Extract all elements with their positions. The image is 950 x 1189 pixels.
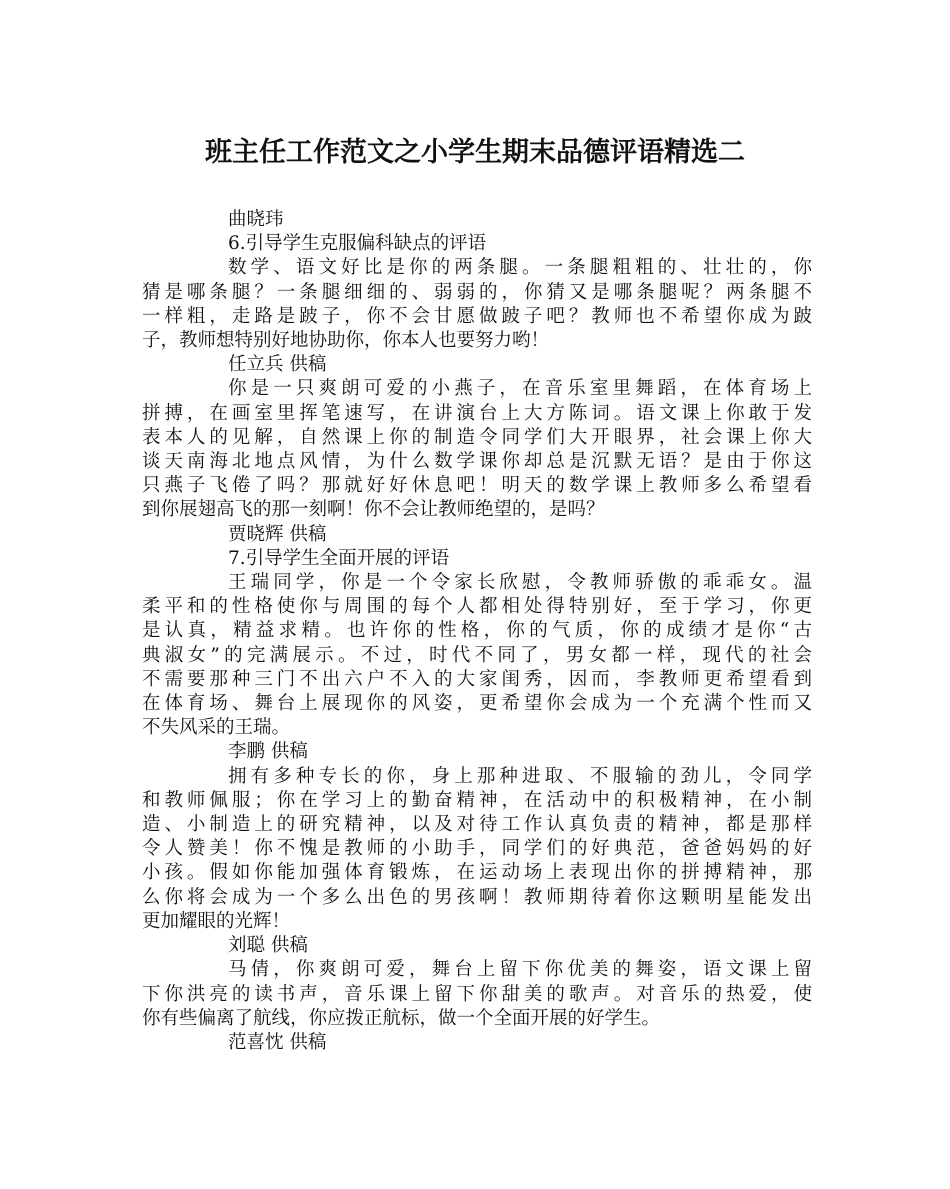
paragraph-line: 在体育场、舞台上展现你的风姿，更希望你会成为一个充满个性而又: [142, 693, 812, 715]
comment-paragraph: [142, 958, 812, 1031]
paragraph-line: 不失风采的王瑞。: [142, 717, 291, 739]
paragraph-line: 马倩，你爽朗可爱，舞台上留下你优美的舞姿，语文课上留: [228, 959, 812, 981]
paragraph-line: 你有些偏离了航线，你应拨正航标，做一个全面开展的好学生。: [142, 1007, 661, 1029]
comment-paragraph: [142, 765, 812, 934]
author-credit: 范喜忱 供稿: [228, 1031, 327, 1053]
paragraph-line: 和教师佩服；你在学习上的勤奋精神，在活动中的积极精神，在小制: [142, 789, 812, 811]
paragraph-line: 下你洪亮的读书声，音乐课上留下你甜美的歌声。对音乐的热爱，使: [142, 983, 812, 1005]
paragraph-line: 是认真，精益求精。也许你的性格，你的气质，你的成绩才是你“古: [142, 620, 812, 642]
paragraph-line: 柔平和的性格使你与周围的每个人都相处得特别好，至于学习，你更: [142, 596, 812, 618]
paragraph-line: 一样粗，走路是跛子，你不会甘愿做跛子吧？教师也不希望你成为跛: [142, 305, 812, 327]
paragraph-line: 典淑女”的完满展示。不过，时代不同了，男女都一样，现代的社会: [142, 644, 812, 666]
paragraph-line: 造、小制造上的研究精神，以及对待工作认真负责的精神，都是那样: [142, 814, 812, 836]
section-heading: 6.引导学生克服偏科缺点的评语: [228, 233, 487, 255]
paragraph-line: 更加耀眼的光辉！: [142, 910, 291, 932]
paragraph-line: 令人赞美！你不愧是教师的小助手，同学们的好典范，爸爸妈妈的好: [142, 838, 812, 860]
section-heading: 7.引导学生全面开展的评语: [228, 547, 450, 569]
author-credit: 任立兵 供稿: [228, 354, 327, 376]
comment-paragraph: [142, 256, 812, 353]
paragraph-line: 拥有多种专长的你，身上那种进取、不服输的劲儿，令同学: [228, 765, 812, 787]
comment-paragraph: [142, 377, 812, 522]
paragraph-line: 到你展翅高飞的那一刻啊！你不会让教师绝望的，是吗？: [142, 499, 605, 521]
author-credit: 李鹏 供稿: [228, 741, 308, 763]
paragraph-line: 王瑞同学，你是一个令家长欣慰，令教师骄傲的乖乖女。温: [228, 572, 812, 594]
paragraph-line: 小孩。假如你能加强体育锻炼，在运动场上表现出你的拼搏精神，那: [142, 862, 812, 884]
author-credit: 曲晓玮: [228, 209, 284, 230]
paragraph-line: 数学、语文好比是你的两条腿。一条腿粗粗的、壮壮的，你: [228, 257, 812, 279]
document-title: 班主任工作范文之小学生期末品德评语精选二: [205, 137, 745, 168]
author-credit: 刘聪 供稿: [228, 935, 308, 957]
paragraph-line: 不需要那种三门不出六户不入的大家闺秀，因而，李教师更希望看到: [142, 668, 812, 690]
paragraph-line: 只燕子飞倦了吗？那就好好休息吧！明天的数学课上教师多么希望看: [142, 475, 812, 497]
author-credit: 贾晓辉 供稿: [228, 523, 327, 545]
paragraph-line: 猜是哪条腿？一条腿细细的、弱弱的，你猜又是哪条腿呢？两条腿不: [142, 281, 812, 303]
comment-paragraph: [142, 571, 812, 740]
paragraph-line: 谈天南海北地点风情，为什么数学课你却总是沉默无语？是由于你这: [142, 451, 812, 473]
paragraph-line: 表本人的见解，自然课上你的制造令同学们大开眼界，社会课上你大: [142, 426, 812, 448]
document-body: [142, 208, 812, 1055]
paragraph-line: 拼搏，在画室里挥笔速写，在讲演台上大方陈词。语文课上你敢于发: [142, 402, 812, 424]
paragraph-line: 子，教师想特别好地协助你，你本人也要努力哟！: [142, 330, 550, 352]
paragraph-line: 么你将会成为一个多么出色的男孩啊！教师期待着你这颗明星能发出: [142, 886, 812, 908]
paragraph-line: 你是一只爽朗可爱的小燕子，在音乐室里舞蹈，在体育场上: [228, 378, 812, 400]
